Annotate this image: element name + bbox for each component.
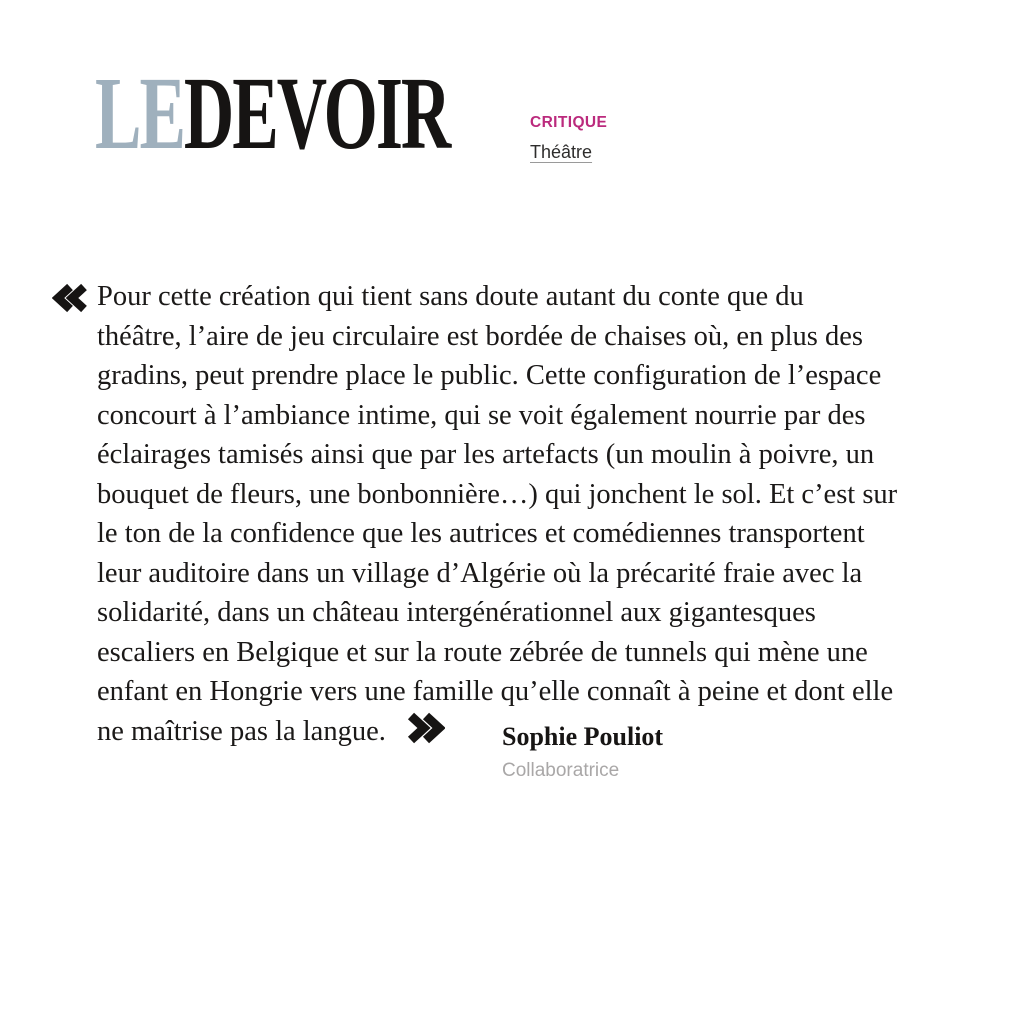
quote-line: Pour cette création qui tient sans doute autant du conte que du <box>97 281 804 312</box>
author-name: Sophie Pouliot <box>502 722 664 751</box>
logo-devoir: DEVOIR <box>183 56 450 171</box>
article-tags <box>530 114 607 163</box>
ledevoir-logo <box>95 56 450 171</box>
close-quote-icon <box>403 712 445 744</box>
quote-line: leur auditoire dans un village d’Algérie où la précarité fraie avec la <box>97 557 863 589</box>
quote-line: éclairages tamisés ainsi que par les artefacts (un moulin à poivre, un <box>97 439 875 470</box>
quote-lines <box>97 277 897 751</box>
quote-block <box>97 277 897 751</box>
logo-le: LE <box>95 56 184 171</box>
quote-line: théâtre, l’aire de jeu circulaire est bordée de chaises où, en plus des <box>97 320 863 352</box>
quote-line: concourt à l’ambiance intime, qui se voit également nourrie par des <box>97 399 866 431</box>
quote-line: le ton de la confidence que les autrices et comédiennes transportent <box>97 518 865 549</box>
open-quote-icon <box>52 283 92 313</box>
author-block <box>502 722 663 782</box>
quote-line: enfant en Hongrie vers une famille qu’elle connaît à peine et dont elle <box>97 676 894 707</box>
category-label: CRITIQUE <box>530 114 608 131</box>
section-link[interactable]: Théâtre <box>530 142 593 162</box>
quote-line: solidarité, dans un château intergénérationnel aux gigantesques <box>97 597 816 628</box>
quote-line: gradins, peut prendre place le public. Cette configuration de l’espace <box>97 360 882 391</box>
quote-line: ne maîtrise pas la langue. <box>97 712 897 752</box>
quote-line: escaliers en Belgique et sur la route zébrée de tunnels qui mène une <box>97 636 868 668</box>
quote-line: bouquet de fleurs, une bonbonnière…) qui jonchent le sol. Et c’est sur <box>97 478 898 510</box>
author-role: Collaboratrice <box>502 760 620 781</box>
